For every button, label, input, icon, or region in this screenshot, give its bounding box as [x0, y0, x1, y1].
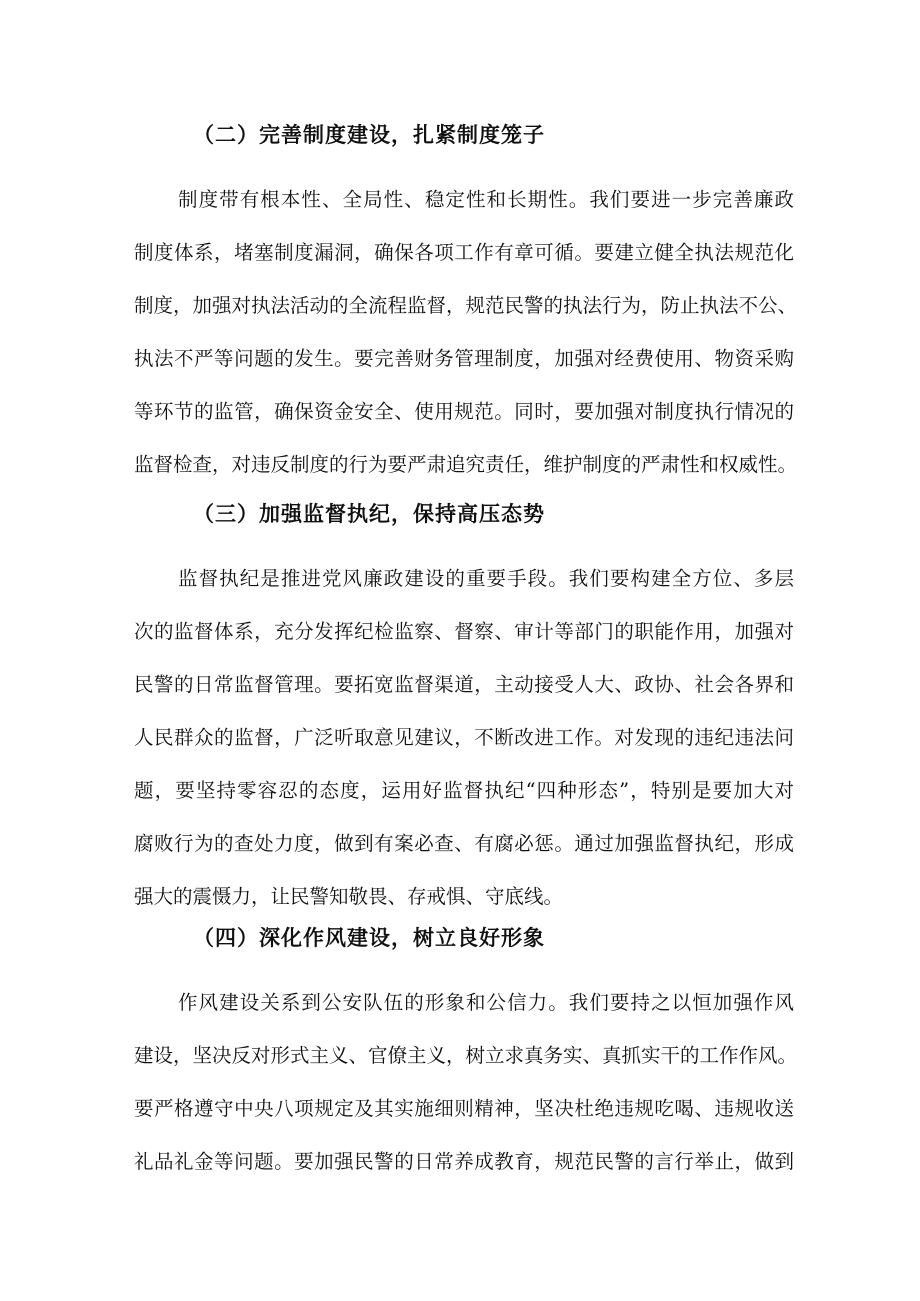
paragraph-line: 监督检查，对违反制度的行为要严肃追究责任，维护制度的严肃性和权威性。 [134, 453, 798, 476]
section-paragraph-4 [134, 976, 798, 1188]
paragraph-line: 人民群众的监督，广泛听取意见建议，不断改进工作。对发现的违纪违法问 [134, 726, 794, 749]
paragraph-line: 强大的震慑力，让民警知敬畏、存戒惧、守底线。 [134, 885, 564, 908]
paragraph-line: 民警的日常监督管理。要拓宽监督渠道，主动接受人大、政协、社会各界和 [134, 673, 794, 696]
paragraph-line: 次的监督体系，充分发挥纪检监察、督察、审计等部门的职能作用，加强对 [134, 620, 794, 643]
paragraph-line: 建设，坚决反对形式主义、官僚主义，树立求真务实、真抓实干的工作作风。 [134, 1044, 798, 1067]
paragraph-line: 作风建设关系到公安队伍的形象和公信力。我们要持之以恒加强作风 [178, 991, 794, 1014]
section-paragraph-3 [134, 552, 794, 923]
paragraph-line: 执法不严等问题的发生。要完善财务管理制度，加强对经费使用、物资采购 [134, 347, 794, 370]
section-heading-3: （三）加强监督执纪，保持高压态势 [193, 502, 545, 526]
paragraph-line: 题，要坚持零容忍的态度，运用好监督执纪“四种形态”，特别是要加大对 [134, 779, 794, 802]
paragraph-line: 制度体系，堵塞制度漏洞，确保各项工作有章可循。要建立健全执法规范化 [134, 241, 794, 264]
paragraph-line: 制度带有根本性、全局性、稳定性和长期性。我们要进一步完善廉政 [178, 188, 794, 211]
paragraph-line: 监督执纪是推进党风廉政建设的重要手段。我们要构建全方位、多层 [178, 567, 794, 590]
paragraph-line: 腐败行为的查处力度，做到有案必查、有腐必惩。通过加强监督执纪，形成 [134, 832, 794, 855]
paragraph-line: 等环节的监管，确保资金安全、使用规范。同时，要加强对制度执行情况的 [134, 400, 794, 423]
paragraph-line: 制度，加强对执法活动的全流程监督，规范民警的执法行为，防止执法不公、 [134, 294, 798, 317]
paragraph-line: 礼品礼金等问题。要加强民警的日常养成教育，规范民警的言行举止，做到 [134, 1150, 794, 1173]
section-paragraph-2 [134, 173, 798, 491]
section-heading-2: （二）完善制度建设，扎紧制度笼子 [193, 123, 545, 147]
paragraph-line: 要严格遵守中央八项规定及其实施细则精神，坚决杜绝违规吃喝、违规收送 [134, 1097, 794, 1120]
section-heading-4: （四）深化作风建设，树立良好形象 [193, 926, 545, 950]
